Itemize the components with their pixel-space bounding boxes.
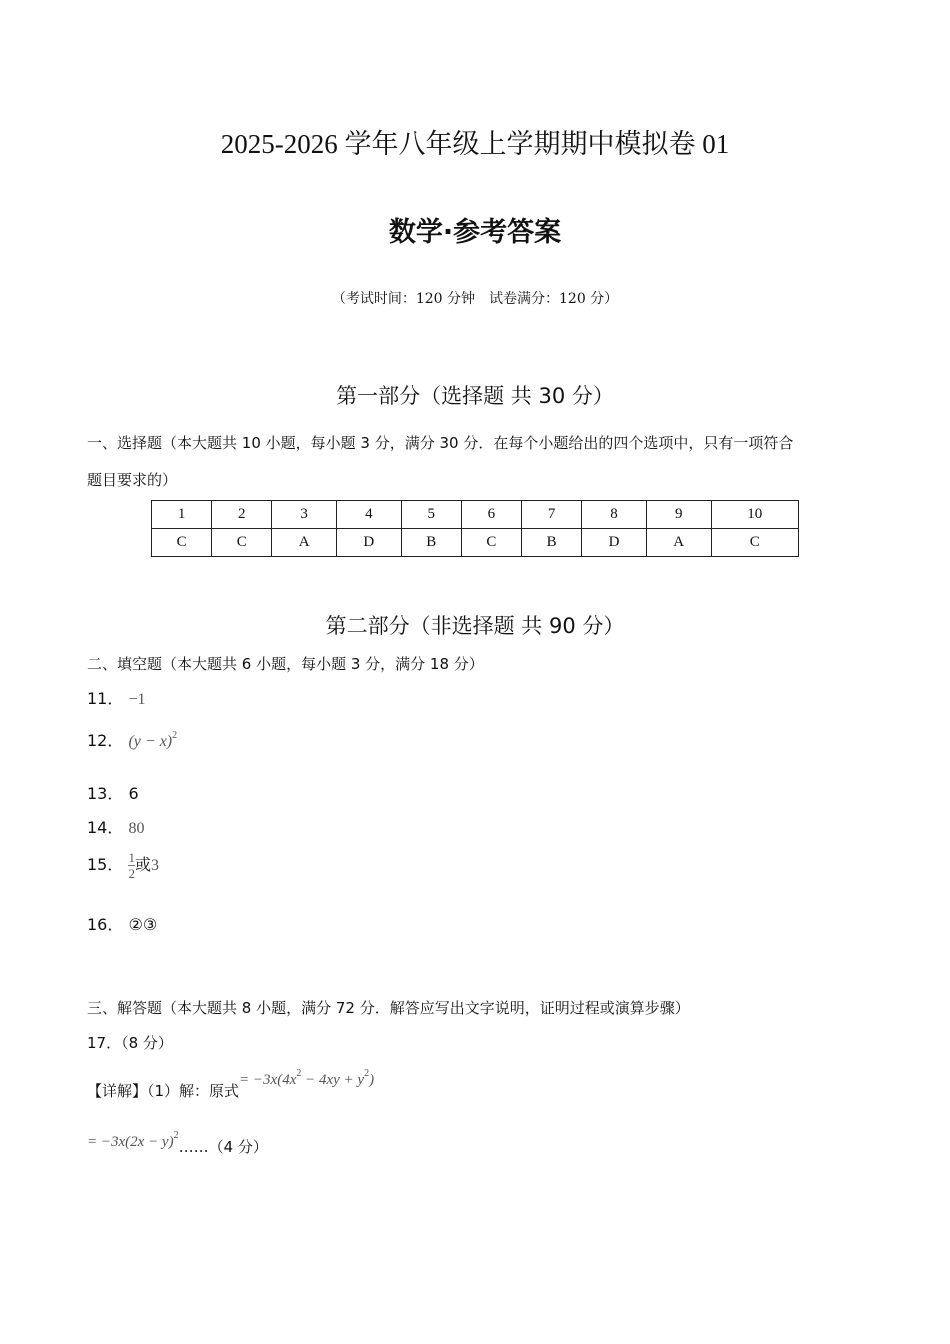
answer-value: (y − x): [128, 733, 173, 750]
table-cell: D: [582, 529, 647, 557]
answer-table-numbers-row: [152, 501, 799, 529]
choice-section-line1: 一、选择题（本大题共 10 小题，每小题 3 分，满分 30 分．在每个小题给出的四个选项中，只有一项符合: [87, 434, 794, 452]
answer-value: −1: [128, 691, 146, 708]
answer-value: 6: [128, 784, 139, 803]
exponent: 2: [172, 730, 178, 741]
fraction-numerator: 1: [128, 850, 135, 865]
or-text: 或: [134, 855, 151, 874]
exam-info: （考试时间：120 分钟 试卷满分：120 分）: [331, 291, 619, 307]
answer-table: [151, 500, 799, 557]
fill-answer-14: [87, 815, 144, 838]
question-number: 11．: [87, 689, 124, 708]
table-cell: 7: [522, 501, 582, 529]
fill-answer-13: [87, 781, 139, 804]
answer-table-answers-row: [152, 529, 799, 557]
table-cell: 1: [152, 501, 212, 529]
table-cell: A: [646, 529, 711, 557]
page-subtitle: 数学·参考答案: [388, 217, 562, 248]
choice-section-line2: 题目要求的）: [87, 471, 178, 489]
table-cell: A: [272, 529, 337, 557]
question-number: 12．: [87, 731, 124, 750]
table-cell: C: [461, 529, 521, 557]
expression-part: ): [369, 1072, 375, 1088]
expression-part: = −3x(2x − y): [87, 1134, 174, 1150]
table-cell: 2: [212, 501, 272, 529]
answer-value: 80: [128, 820, 145, 837]
part2-heading: 第二部分（非选择题 共 90 分）: [325, 614, 625, 638]
table-cell: 10: [711, 501, 798, 529]
expression-part: − 4xy + y: [301, 1072, 365, 1088]
table-cell: B: [401, 529, 461, 557]
exponent: 2: [173, 1130, 179, 1141]
question-number: 13．: [87, 784, 124, 803]
detail-label: 【详解】（1）解：原式: [87, 1082, 240, 1100]
alt-answer: 3: [150, 857, 159, 874]
table-cell: 6: [461, 501, 521, 529]
exponent: 2: [296, 1068, 302, 1079]
fill-answer-16: [87, 912, 157, 935]
table-cell: 9: [646, 501, 711, 529]
question-number: 15．: [87, 855, 124, 874]
fill-answer-15: [87, 850, 159, 881]
q17-detail-line: [87, 1068, 375, 1100]
table-cell: C: [152, 529, 212, 557]
fill-section-heading: 二、填空题（本大题共 6 小题，每小题 3 分，满分 18 分）: [87, 655, 484, 673]
exponent: 2: [364, 1068, 370, 1079]
q17-step2-line: [87, 1130, 268, 1156]
page-title: 2025-2026 学年八年级上学期期中模拟卷 01: [220, 129, 730, 159]
table-cell: D: [337, 529, 402, 557]
table-cell: 4: [337, 501, 402, 529]
table-cell: 8: [582, 501, 647, 529]
expression-part: = −3x(4x: [239, 1072, 297, 1088]
table-cell: C: [212, 529, 272, 557]
answer-value: ②③: [128, 915, 158, 934]
fill-answer-11: [87, 686, 146, 709]
table-cell: 3: [272, 501, 337, 529]
fill-answer-12: [87, 728, 177, 751]
score-note: ……（4 分）: [178, 1138, 268, 1156]
table-cell: B: [522, 529, 582, 557]
question-number: 14．: [87, 818, 124, 837]
table-cell: 5: [401, 501, 461, 529]
table-cell: C: [711, 529, 798, 557]
q17-header: 17．（8 分）: [87, 1034, 173, 1052]
solve-section-heading: 三、解答题（本大题共 8 小题，满分 72 分．解答应写出文字说明，证明过程或演算步骤）: [87, 999, 690, 1017]
part1-heading: 第一部分（选择题 共 30 分）: [336, 384, 614, 408]
fraction-denominator: 2: [128, 866, 135, 881]
question-number: 16．: [87, 915, 124, 934]
